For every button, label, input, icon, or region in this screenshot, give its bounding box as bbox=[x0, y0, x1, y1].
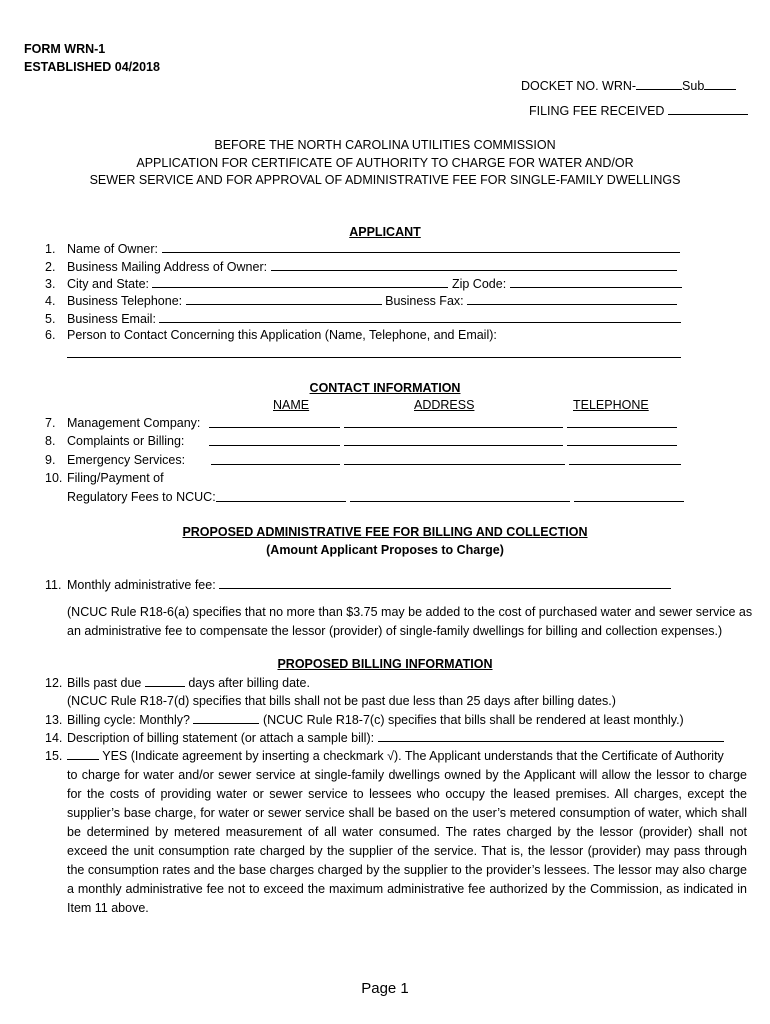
rule-r18-7c-note: (NCUC Rule R18-7(c) specifies that bills shall be rendered at least monthly.) bbox=[262, 713, 684, 727]
item-12: 12. Bills past due days after billing date. bbox=[45, 676, 310, 690]
item-15: 15. YES (Indicate agreement by inserting a checkmark √). The Applicant understands that the Certificate of Authority bbox=[45, 749, 724, 763]
applicant-heading: APPLICANT bbox=[349, 225, 421, 239]
complaints-billing-label: Complaints or Billing: bbox=[67, 434, 185, 448]
contact-info-heading: CONTACT INFORMATION bbox=[309, 381, 461, 395]
complaints-telephone-field[interactable] bbox=[567, 434, 677, 446]
docket-label: DOCKET NO. WRN- bbox=[521, 79, 637, 93]
agreement-checkmark-field[interactable] bbox=[67, 748, 99, 760]
city-state-label: City and State: bbox=[67, 277, 149, 291]
city-state-field[interactable] bbox=[152, 276, 448, 288]
item-4: 4. Business Telephone: Business Fax: bbox=[45, 293, 677, 309]
agreement-text: to charge for water and/or sewer service at single-family dwellings owned by the Applicant will allow the lessor to charge for the costs of providing water or sewer service to lessees who occupy the leased premises. All charges, except the supplier’s base charge, for water or sewer service shall be based on the user’s metered consumption of water, which shall be determined by metered measurement of all water consumed. The rates charged by the lessor (provider) shall not exceed the unit consumption rate charged by the supplier of the service. That is, the lessor (provider) may pass through the consumption rates and the base charges charged by the supplier to the provider’s lessees. The lessor may also charge a monthly administrative fee not to exceed the maximum administrative fee authorized by the Commission, as indicated in Item 11 above. bbox=[67, 768, 747, 915]
item-2: 2. Business Mailing Address of Owner: bbox=[45, 259, 677, 275]
item-5: 5. Business Email: bbox=[45, 311, 681, 327]
item-10: 10. Filing/Payment of bbox=[45, 471, 164, 485]
col-address-header: ADDRESS bbox=[414, 398, 475, 412]
docket-sub-label: Sub bbox=[682, 79, 705, 93]
monthly-fee-field[interactable] bbox=[219, 577, 671, 589]
regulatory-fees-label: Regulatory Fees to NCUC: bbox=[67, 490, 216, 504]
management-address-field[interactable] bbox=[344, 416, 563, 428]
past-due-days-field[interactable] bbox=[145, 675, 185, 687]
filing-payment-label: Filing/Payment of bbox=[67, 471, 164, 485]
emergency-telephone-field[interactable] bbox=[569, 453, 681, 465]
name-of-owner-field[interactable] bbox=[162, 241, 680, 253]
agreement-lead-text: YES (Indicate agreement by inserting a checkmark √). The Applicant understands that the Certificate of Authority bbox=[102, 749, 724, 763]
name-of-owner-label: Name of Owner: bbox=[67, 242, 159, 256]
complaints-address-field[interactable] bbox=[344, 434, 563, 446]
item-14: 14. Description of billing statement (or attach a sample bill): bbox=[45, 730, 724, 746]
item-1: 1. Name of Owner: bbox=[45, 241, 680, 257]
business-email-label: Business Email: bbox=[67, 312, 156, 326]
form-id: FORM WRN-1 bbox=[24, 42, 106, 56]
mailing-address-label: Business Mailing Address of Owner: bbox=[67, 260, 268, 274]
bills-past-due-label: Bills past due bbox=[67, 676, 142, 690]
item-7: 7. Management Company: bbox=[45, 416, 201, 430]
business-fax-label: Business Fax: bbox=[385, 294, 464, 308]
zip-code-field[interactable] bbox=[510, 276, 682, 288]
billing-info-heading: PROPOSED BILLING INFORMATION bbox=[277, 657, 493, 671]
filing-address-field[interactable] bbox=[350, 490, 570, 502]
docket-number bbox=[521, 78, 736, 93]
complaints-name-field[interactable] bbox=[209, 434, 340, 446]
filing-name-field[interactable] bbox=[216, 490, 346, 502]
item-8: 8. Complaints or Billing: bbox=[45, 434, 185, 448]
business-fax-field[interactable] bbox=[467, 293, 677, 305]
zip-code-label: Zip Code: bbox=[451, 277, 507, 291]
page-number: Page 1 bbox=[361, 980, 409, 997]
established-date: ESTABLISHED 04/2018 bbox=[24, 60, 160, 74]
title-line-1: BEFORE THE NORTH CAROLINA UTILITIES COMMISSION bbox=[214, 138, 556, 152]
item-11: 11. Monthly administrative fee: bbox=[45, 577, 671, 593]
title-line-2: APPLICATION FOR CERTIFICATE OF AUTHORITY TO CHARGE FOR WATER AND/OR bbox=[136, 156, 634, 170]
col-name-header: NAME bbox=[273, 398, 310, 412]
billing-cycle-label: Billing cycle: Monthly? bbox=[67, 713, 190, 727]
rule-r18-7d-note: (NCUC Rule R18-7(d) specifies that bills shall not be past due less than 25 days after billing dates.) bbox=[67, 694, 616, 708]
docket-sub-field[interactable] bbox=[704, 78, 736, 90]
billing-cycle-field[interactable] bbox=[193, 712, 259, 724]
management-name-field[interactable] bbox=[209, 416, 340, 428]
col-telephone-header: TELEPHONE bbox=[573, 398, 649, 412]
mailing-address-field[interactable] bbox=[271, 259, 677, 271]
rule-r18-6a-note: (NCUC Rule R18-6(a) specifies that no more than $3.75 may be added to the cost of purchased water and sewer service as an administrative fee to compensate the lessor (provider) of single-family dwellings for billing and collection expenses.) bbox=[67, 605, 753, 638]
emergency-name-field[interactable] bbox=[211, 453, 340, 465]
emergency-services-label: Emergency Services: bbox=[67, 453, 186, 467]
docket-number-field[interactable] bbox=[636, 78, 682, 90]
filing-fee bbox=[529, 103, 748, 118]
contact-person-label: Person to Contact Concerning this Application (Name, Telephone, and Email): bbox=[67, 328, 497, 342]
filing-fee-field[interactable] bbox=[668, 103, 748, 115]
contact-person-field[interactable] bbox=[67, 346, 681, 358]
business-telephone-field[interactable] bbox=[186, 293, 382, 305]
billing-statement-field[interactable] bbox=[378, 730, 724, 742]
management-company-label: Management Company: bbox=[67, 416, 201, 430]
billing-statement-label: Description of billing statement (or attach a sample bill): bbox=[67, 731, 375, 745]
filing-fee-label: FILING FEE RECEIVED bbox=[529, 104, 665, 118]
item-3: 3. City and State: Zip Code: bbox=[45, 276, 682, 292]
filing-telephone-field[interactable] bbox=[574, 490, 684, 502]
admin-fee-subheading: (Amount Applicant Proposes to Charge) bbox=[266, 543, 504, 557]
admin-fee-heading: PROPOSED ADMINISTRATIVE FEE FOR BILLING AND COLLECTION bbox=[182, 525, 588, 539]
days-after-billing-label: days after billing date. bbox=[188, 676, 310, 690]
item-13: 13. Billing cycle: Monthly? (NCUC Rule R18-7(c) specifies that bills shall be rendered at least monthly.) bbox=[45, 713, 684, 727]
title-line-3: SEWER SERVICE AND FOR APPROVAL OF ADMINISTRATIVE FEE FOR SINGLE-FAMILY DWELLINGS bbox=[89, 173, 681, 187]
business-email-field[interactable] bbox=[159, 311, 681, 323]
emergency-address-field[interactable] bbox=[344, 453, 565, 465]
item-6: 6. Person to Contact Concerning this Application (Name, Telephone, and Email): bbox=[45, 328, 497, 342]
business-telephone-label: Business Telephone: bbox=[67, 294, 183, 308]
item-9: 9. Emergency Services: bbox=[45, 453, 186, 467]
management-telephone-field[interactable] bbox=[567, 416, 677, 428]
monthly-fee-label: Monthly administrative fee: bbox=[67, 578, 216, 592]
